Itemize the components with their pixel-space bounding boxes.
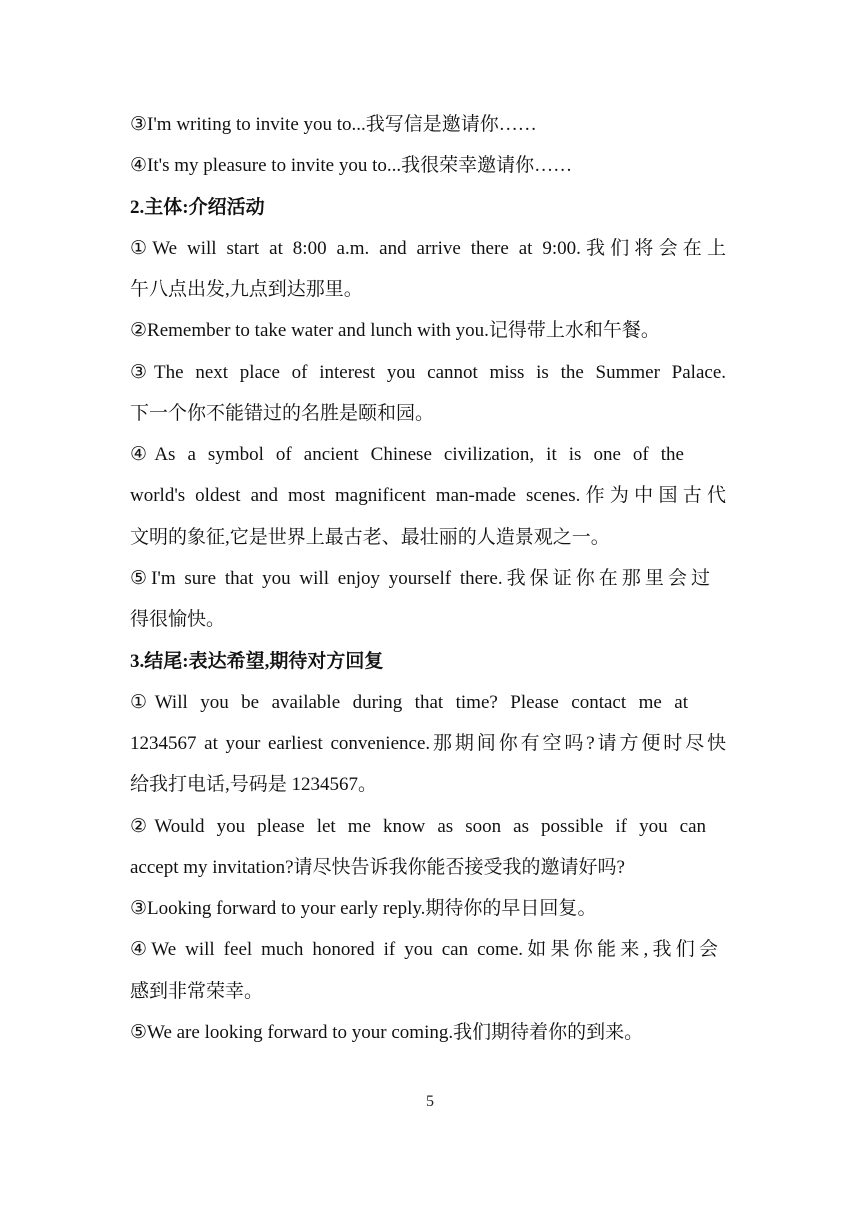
text-line: 午八点出发,九点到达那里。 xyxy=(130,279,363,300)
text-line: ④We will feel much honored if you can come.如果你能来,我们会 xyxy=(130,939,718,960)
text-line: world's oldest and most magnificent man-made scenes.作为中国古代 xyxy=(130,485,726,506)
text-line: ②Would you please let me know as soon as possible if you can xyxy=(130,816,706,837)
text-line: ④As a symbol of ancient Chinese civilization, it is one of the xyxy=(130,444,684,465)
text-line: accept my invitation?请尽快告诉我你能否接受我的邀请好吗? xyxy=(130,857,625,878)
text-line: ④It's my pleasure to invite you to...我很荣幸邀请你…… xyxy=(130,155,573,176)
section-heading-body: 2.主体:介绍活动 xyxy=(130,197,265,218)
page-number: 5 xyxy=(426,1093,434,1110)
text-line: 下一个你不能错过的名胜是颐和园。 xyxy=(130,403,435,424)
text-line: ①We will start at 8:00 a.m. and arrive there at 9:00.我们将会在上 xyxy=(130,238,726,259)
text-line: 1234567 at your earliest convenience.那期间你有空吗?请方便时尽快 xyxy=(130,733,726,754)
text-line: 感到非常荣幸。 xyxy=(130,981,264,1002)
text-line: ③I'm writing to invite you to...我写信是邀请你…… xyxy=(130,114,537,135)
text-line: ③The next place of interest you cannot miss is the Summer Palace. xyxy=(130,362,726,383)
text-line: 文明的象征,它是世界上最古老、最壮丽的人造景观之一。 xyxy=(130,527,610,548)
text-line: 给我打电话,号码是 1234567。 xyxy=(130,774,378,795)
text-line: ①Will you be available during that time? Please contact me at xyxy=(130,692,688,713)
text-line: ⑤We are looking forward to your coming.我们期待着你的到来。 xyxy=(130,1022,644,1043)
text-line: ⑤I'm sure that you will enjoy yourself there.我保证你在那里会过 xyxy=(130,568,710,589)
section-heading-closing: 3.结尾:表达希望,期待对方回复 xyxy=(130,651,384,672)
text-line: ③Looking forward to your early reply.期待你的早日回复。 xyxy=(130,898,597,919)
text-line: 得很愉快。 xyxy=(130,609,226,630)
text-line: ②Remember to take water and lunch with you.记得带上水和午餐。 xyxy=(130,320,660,341)
